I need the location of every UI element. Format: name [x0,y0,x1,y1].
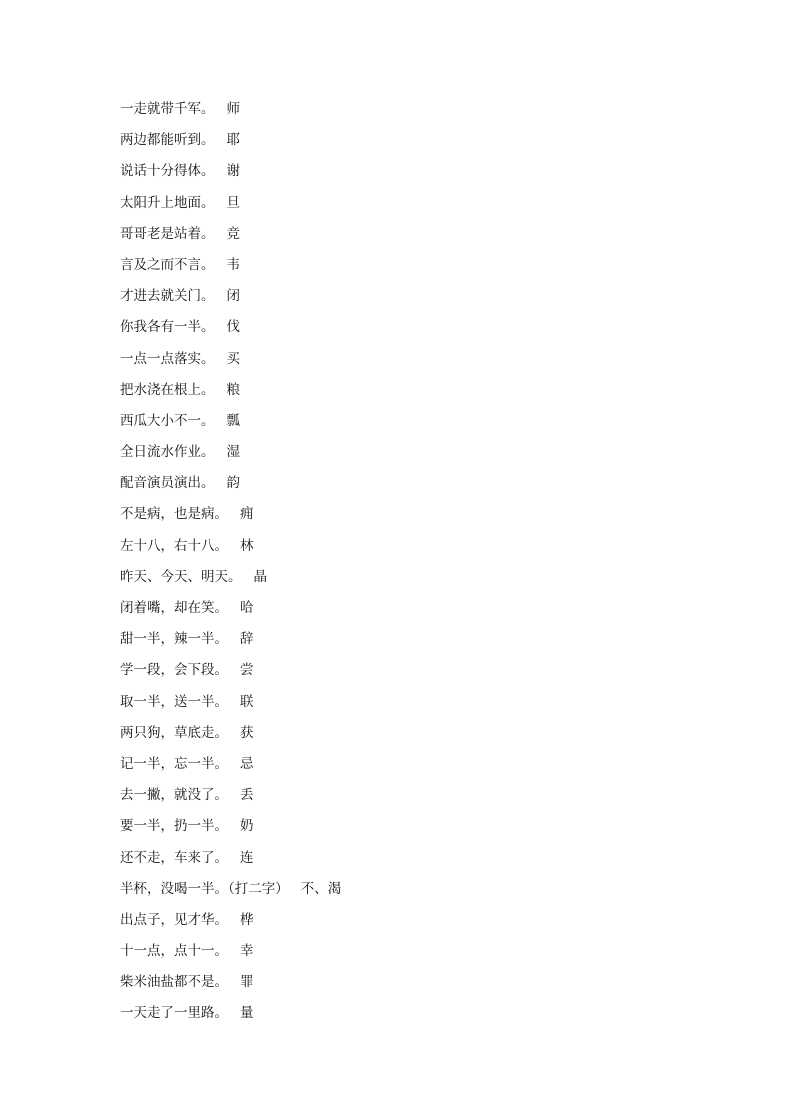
riddle-row [120,941,341,972]
riddle-row [120,723,341,754]
riddle-row [120,660,341,691]
riddle-row [120,99,341,130]
riddle-answer: 湿 [226,444,240,461]
riddle-answer: 连 [240,849,254,866]
riddle-question: 两边都能听到。 [120,132,215,149]
riddle-question: 半杯，没喝一半。（打二字） [120,880,289,897]
riddle-question: 不是病，也是病。 [120,506,228,523]
riddle-row [120,130,341,161]
riddle-row [120,504,341,535]
riddle-answer: 幸 [240,943,254,960]
riddle-answer: 哈 [240,600,254,616]
riddle-row [120,380,341,411]
riddle-question: 太阳升上地面。 [120,194,215,211]
riddle-row [120,1003,341,1034]
riddle-answer: 竞 [226,225,240,242]
riddle-question: 哥哥老是站着。 [120,225,215,242]
riddle-answer: 不、渴 [300,880,342,897]
riddle-answer: 桦 [240,911,254,928]
riddle-answer: 旦 [226,194,240,211]
riddle-row [120,473,341,504]
riddle-answer: 师 [226,101,240,117]
riddle-question: 去一撇，就没了。 [120,787,228,804]
riddle-row [120,785,341,816]
riddle-row [120,349,341,380]
riddle-question: 才进去就关门。 [120,288,215,305]
riddle-answer: 忌 [240,755,254,772]
riddle-row [120,224,341,255]
riddle-row [120,442,341,473]
riddle-answer: 粮 [226,381,240,398]
riddle-answer: 辞 [240,631,254,648]
riddle-answer: 痈 [240,506,254,523]
riddle-row [120,411,341,442]
riddle-answer: 量 [240,1005,254,1022]
riddle-answer: 丢 [240,787,254,804]
riddle-answer: 获 [240,724,254,741]
riddle-row [120,598,341,629]
riddle-question: 记一半，忘一半。 [120,755,228,772]
riddle-question: 把水浇在根上。 [120,381,215,398]
riddle-answer: 韵 [226,475,240,492]
riddle-question: 甜一半，辣一半。 [120,631,228,648]
riddle-row [120,816,341,847]
riddle-row [120,910,341,941]
riddle-question: 你我各有一半。 [120,319,215,336]
riddle-question: 学一段，会下段。 [120,662,228,679]
riddle-answer: 罪 [240,974,254,991]
riddle-question: 一走就带千军。 [120,101,215,117]
riddle-question: 配音演员演出。 [120,475,215,492]
riddle-row [120,848,341,879]
riddle-question: 柴米油盐都不是。 [120,974,228,991]
riddle-answer: 买 [226,350,240,367]
riddle-row [120,629,341,660]
riddle-question: 言及之而不言。 [120,256,215,273]
riddle-question: 出点子，见才华。 [120,911,228,928]
riddle-question: 要一半，扔一半。 [120,818,228,835]
riddle-row [120,972,341,1003]
riddle-question: 全日流水作业。 [120,444,215,461]
riddle-row [120,692,341,723]
riddle-question: 昨天、今天、明天。 [120,568,242,585]
riddle-answer: 谢 [226,163,240,180]
riddle-row [120,286,341,317]
riddle-question: 左十八，右十八。 [120,537,228,554]
riddle-question: 还不走，车来了。 [120,849,228,866]
riddle-row [120,536,341,567]
riddle-question: 一点一点落实。 [120,350,215,367]
riddle-question: 西瓜大小不一。 [120,412,215,429]
riddle-question: 取一半，送一半。 [120,693,228,710]
riddle-answer: 瓢 [226,412,240,429]
riddle-answer: 尝 [240,662,254,679]
riddle-question: 说话十分得体。 [120,163,215,180]
riddle-answer: 奶 [240,818,254,835]
riddle-row [120,754,341,785]
riddle-list [120,99,341,1035]
riddle-row [120,879,341,910]
riddle-answer: 闭 [226,288,240,305]
riddle-answer: 耶 [226,132,240,149]
riddle-answer: 伐 [226,319,240,336]
riddle-row [120,317,341,348]
riddle-question: 两只狗，草底走。 [120,724,228,741]
riddle-row [120,567,341,598]
riddle-answer: 联 [240,693,254,710]
riddle-row [120,193,341,224]
riddle-question: 十一点，点十一。 [120,943,228,960]
riddle-answer: 晶 [253,568,267,585]
riddle-answer: 林 [240,537,254,554]
riddle-row [120,161,341,192]
riddle-row [120,255,341,286]
riddle-question: 闭着嘴，却在笑。 [120,600,228,616]
riddle-answer: 韦 [226,256,240,273]
riddle-question: 一天走了一里路。 [120,1005,228,1022]
